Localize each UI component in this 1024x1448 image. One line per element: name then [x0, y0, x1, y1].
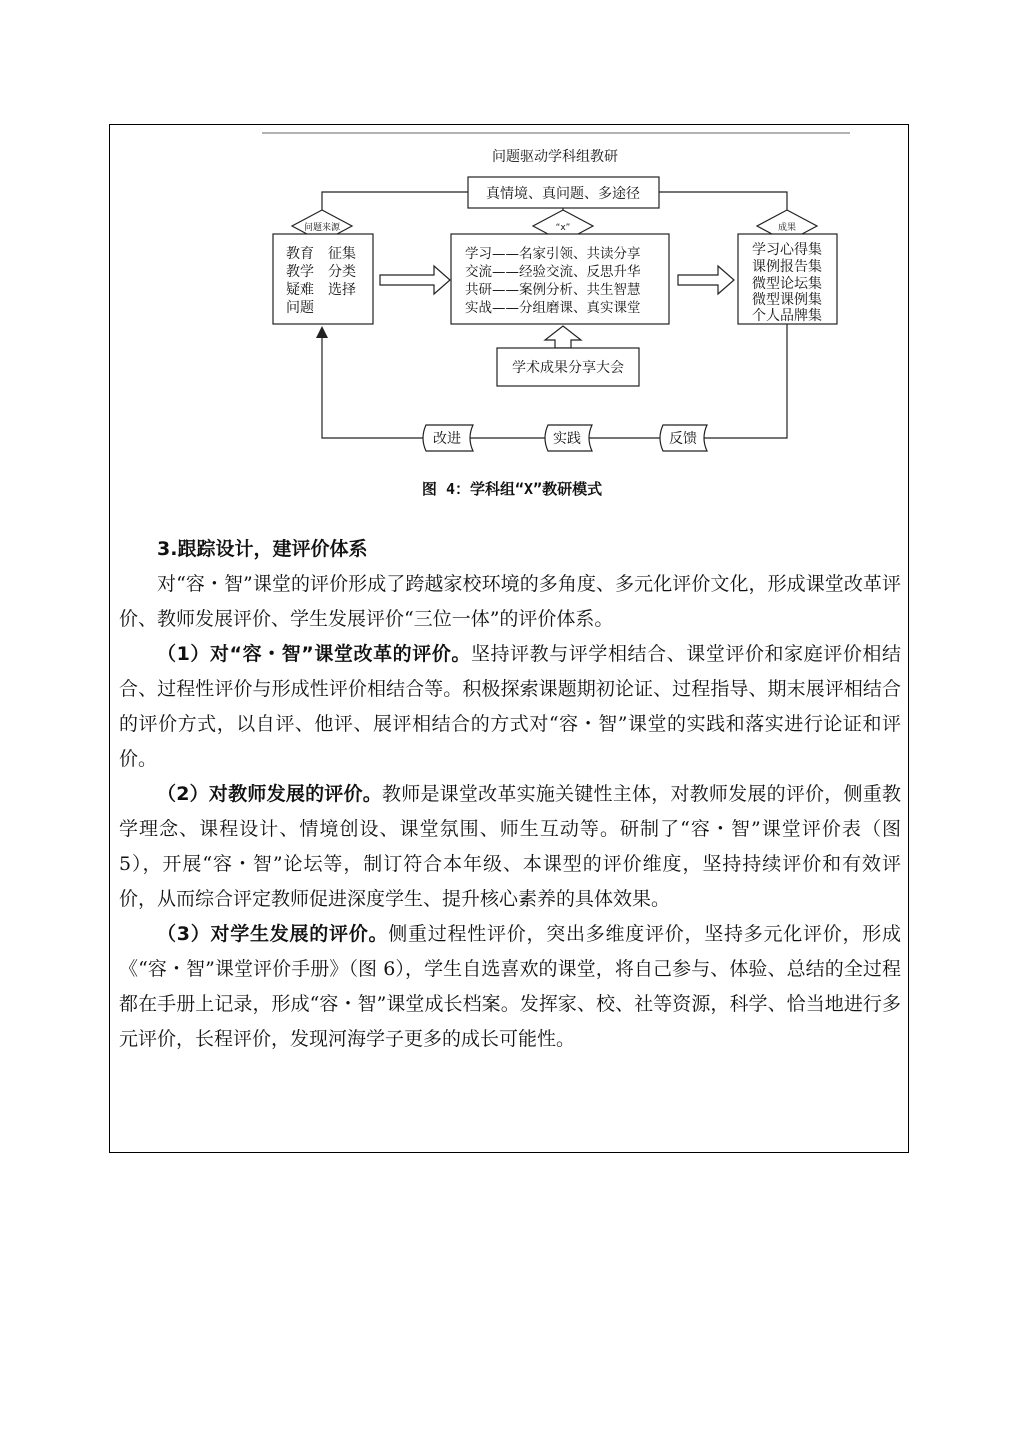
paragraph-classroom-evaluation — [119, 637, 901, 777]
paragraph-2-lead: （2）对教师发展的评价。 — [157, 783, 382, 805]
paragraph-student-evaluation — [119, 917, 901, 1057]
loop-label-improve: 改进 — [433, 431, 461, 447]
right-box-line-5: 个人品牌集 — [752, 308, 822, 324]
paragraph-intro-text: 对“容・智”课堂的评价形成了跨越家校环境的多角度、多元化评价文化，形成课堂改革评价、教师发展评价、学生发展评价“三位一体”的评价体系。 — [119, 573, 901, 630]
paragraph-3-text: 侧重过程性评价，突出多维度评价，坚持多元化评价，形成《“容・智”课堂评价手册》（图 6），学生自选喜欢的课堂，将自己参与、体验、总结的全过程都在手册上记录，形成“容・智”课堂成长档案。发挥家、校、社等资源，科学、恰当地进行多元评价，长程评价，发现河海学子更多的成长可能性。 — [119, 923, 901, 1050]
diagram-title: 问题驱动学科组教研 — [492, 149, 618, 165]
section-heading: 3.跟踪设计，建评价体系 — [157, 538, 368, 560]
left-box-line-1: 教育 征集 — [286, 246, 356, 262]
center-box-line-4: 实战——分组磨课、真实课堂 — [465, 300, 641, 316]
center-box-line-3: 共研——案例分析、共生智慧 — [465, 282, 641, 298]
top-box-label: 真情境、真问题、多途径 — [486, 186, 640, 202]
right-box-line-3: 微型论坛集 — [752, 276, 822, 292]
right-box-line-4: 微型课例集 — [752, 292, 822, 308]
paragraph-teacher-evaluation — [119, 777, 901, 917]
center-box-line-1: 学习——名家引领、共读分享 — [465, 246, 641, 262]
loop-label-feedback: 反馈 — [669, 431, 697, 447]
right-diamond-label: 成果 — [777, 223, 797, 233]
center-diamond-label: “x” — [555, 223, 571, 233]
figure-caption: 图 4：学科组“X”教研模式 — [421, 480, 603, 498]
body-text — [119, 532, 901, 1057]
right-box-line-1: 学习心得集 — [752, 242, 822, 258]
left-box-line-4: 问题 — [286, 300, 314, 316]
loop-label-practice: 实践 — [553, 431, 581, 447]
right-box-line-2: 课例报告集 — [752, 259, 822, 275]
left-diamond-label: 问题来源 — [303, 223, 341, 233]
paragraph-intro — [119, 567, 901, 637]
paragraph-1-lead: （1）对“容・智”课堂改革的评价。 — [157, 643, 471, 665]
center-box-line-2: 交流——经验交流、反思升华 — [465, 264, 641, 280]
bottom-box-label: 学术成果分享大会 — [512, 360, 624, 376]
paragraph-3-lead: （3）对学生发展的评价。 — [157, 923, 389, 945]
teaching-research-diagram — [0, 0, 1024, 470]
paragraph-1-text: 坚持评教与评学相结合、课堂评价和家庭评价相结合、过程性评价与形成性评价相结合等。积极探索课题期初论证、过程指导、期末展评相结合的评价方式，以自评、他评、展评相结合的方式对“容・智”课堂的实践和落实进行论证和评价。 — [119, 643, 901, 770]
left-box-line-3: 疑难 选择 — [286, 282, 356, 298]
left-box-line-2: 教学 分类 — [286, 264, 356, 280]
paragraph-2-text: 教师是课堂改革实施关键性主体，对教师发展的评价，侧重教学理念、课程设计、情境创设、课堂氛围、师生互动等。研制了“容・智”课堂评价表（图 5），开展“容・智”论坛等，制订符合本年级、本课型的评价维度，坚持持续评价和有效评价，从而综合评定教师促进深度学生、提升核心素养的具体效果。 — [119, 783, 901, 910]
